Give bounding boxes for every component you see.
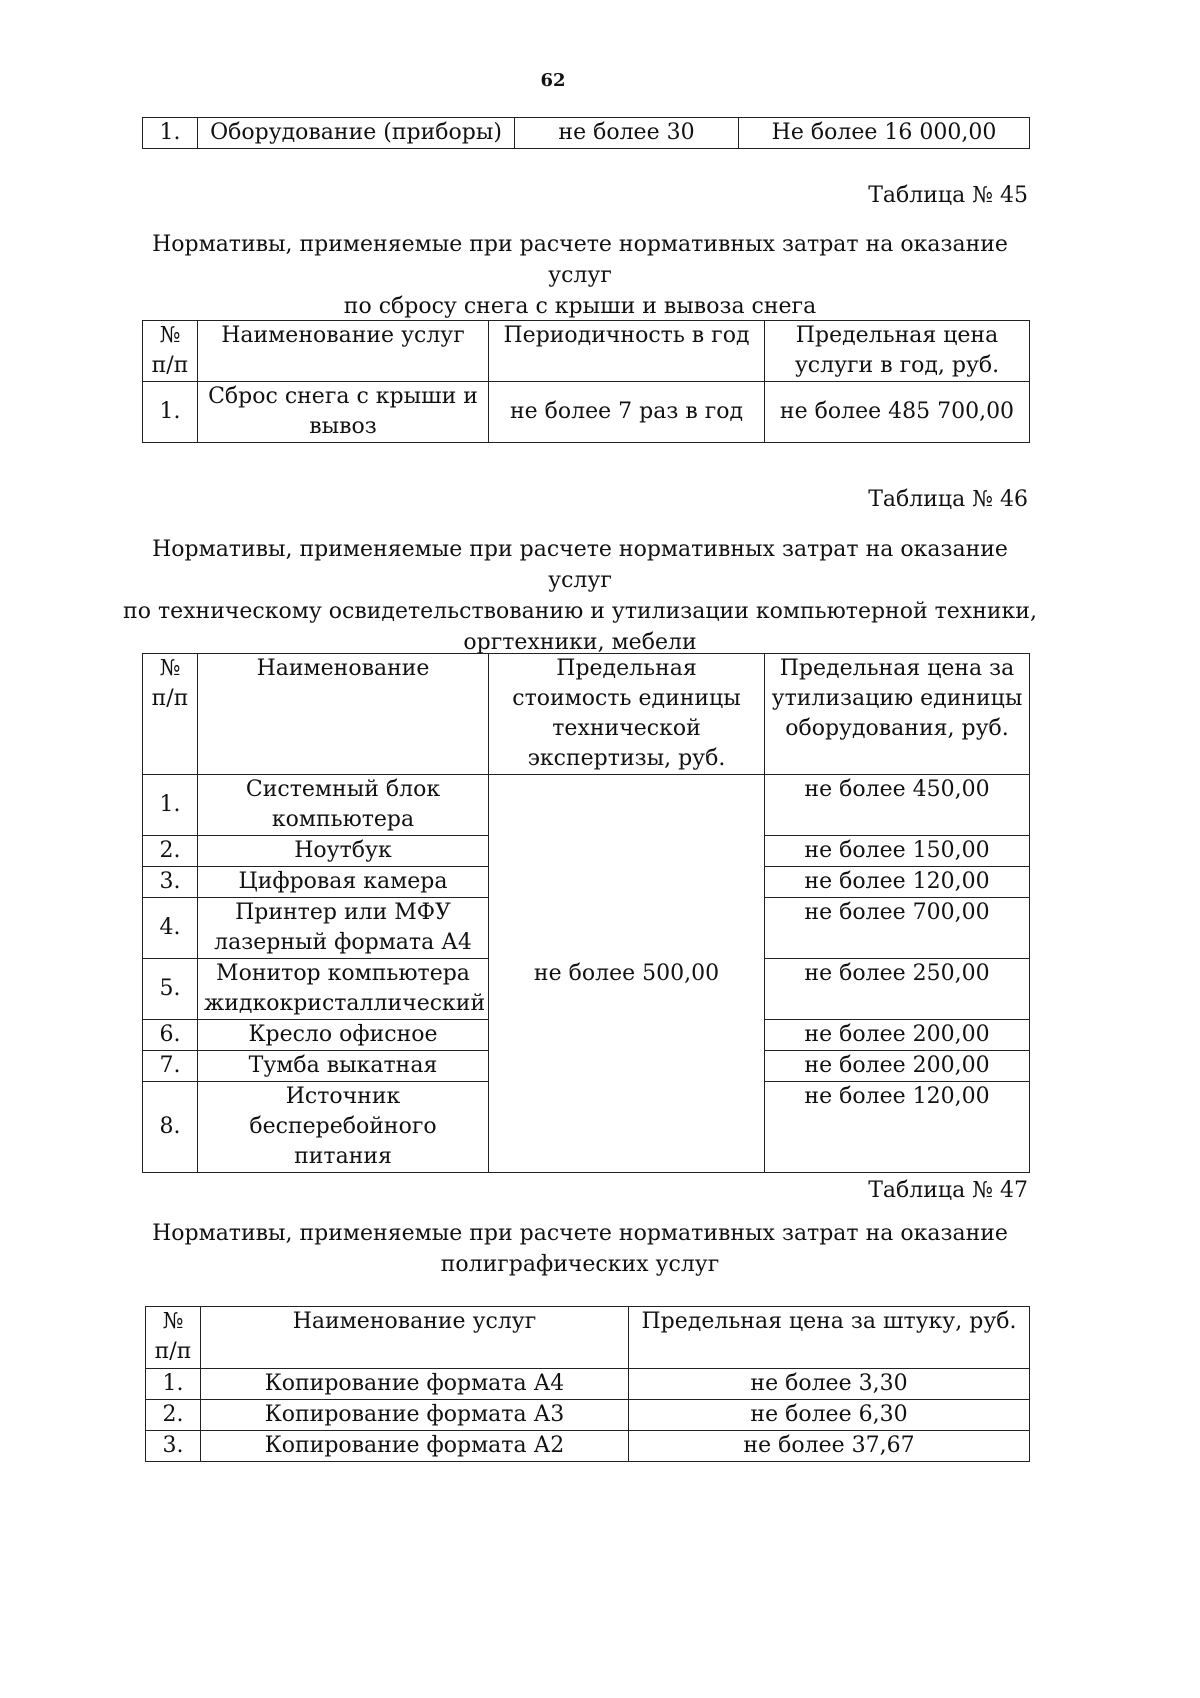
equipment-name: Принтер или МФУ лазерный формата А4 bbox=[198, 898, 489, 959]
header-number: № п/п bbox=[143, 654, 198, 775]
title-line: по техническому освидетельствованию и утилизации компьютерной техники, bbox=[123, 599, 1037, 624]
row-number: 6. bbox=[143, 1020, 198, 1051]
disposal-price: не более 700,00 bbox=[765, 898, 1030, 959]
disposal-price: не более 150,00 bbox=[765, 836, 1030, 867]
header-name: Наименование bbox=[198, 654, 489, 775]
equipment-name: Тумба выкатная bbox=[198, 1051, 489, 1082]
disposal-price: не более 120,00 bbox=[765, 1082, 1030, 1173]
unit-price: не более 6,30 bbox=[629, 1400, 1030, 1431]
table-row bbox=[146, 1431, 1030, 1462]
title-line: Нормативы, применяемые при расчете нормативных затрат на оказание услуг bbox=[152, 232, 1008, 288]
table46-title bbox=[120, 534, 1040, 658]
row-number: 1. bbox=[146, 1369, 201, 1400]
table-header-row bbox=[143, 654, 1030, 775]
row-number: 1. bbox=[143, 382, 198, 443]
title-line: Нормативы, применяемые при расчете нормативных затрат на оказание bbox=[152, 1221, 1008, 1246]
table-row bbox=[143, 382, 1030, 443]
item-price: Не более 16 000,00 bbox=[739, 118, 1030, 149]
equipment-name: Кресло офисное bbox=[198, 1020, 489, 1051]
carryover-table bbox=[142, 117, 1030, 149]
equipment-name: Монитор компьютера жидкокристаллический bbox=[198, 959, 489, 1020]
equipment-name: Источник бесперебойного питания bbox=[198, 1082, 489, 1173]
max-price: не более 485 700,00 bbox=[765, 382, 1030, 443]
row-number: 1. bbox=[143, 775, 198, 836]
header-disposal-price: Предельная цена за утилизацию единицы оборудования, руб. bbox=[765, 654, 1030, 775]
header-service-name: Наименование услуг bbox=[201, 1307, 629, 1369]
table46 bbox=[142, 653, 1030, 1173]
disposal-price: не более 200,00 bbox=[765, 1020, 1030, 1051]
frequency: не более 7 раз в год bbox=[489, 382, 765, 443]
header-max-price: Предельная цена услуги в год, руб. bbox=[765, 321, 1030, 382]
row-number: 2. bbox=[146, 1400, 201, 1431]
row-number: 8. bbox=[143, 1082, 198, 1173]
header-unit-price: Предельная цена за штуку, руб. bbox=[629, 1307, 1030, 1369]
row-number: 3. bbox=[146, 1431, 201, 1462]
equipment-name: Цифровая камера bbox=[198, 867, 489, 898]
table-row bbox=[146, 1400, 1030, 1431]
title-line: Нормативы, применяемые при расчете нормативных затрат на оказание услуг bbox=[152, 537, 1008, 593]
disposal-price: не более 250,00 bbox=[765, 959, 1030, 1020]
header-number: № п/п bbox=[143, 321, 198, 382]
row-number: 4. bbox=[143, 898, 198, 959]
table-row bbox=[143, 118, 1030, 149]
row-number: 7. bbox=[143, 1051, 198, 1082]
title-line: оргтехники, мебели bbox=[463, 630, 697, 655]
title-line: полиграфических услуг bbox=[440, 1252, 720, 1277]
table47-title bbox=[120, 1218, 1040, 1280]
unit-price: не более 37,67 bbox=[629, 1431, 1030, 1462]
service-name: Сброс снега с крыши и вывоз bbox=[198, 382, 489, 443]
table46-caption: Таблица № 46 bbox=[868, 487, 1028, 512]
header-frequency: Периодичность в год bbox=[489, 321, 765, 382]
table-row bbox=[146, 1369, 1030, 1400]
page-number: 62 bbox=[540, 70, 566, 91]
service-name: Копирование формата А3 bbox=[201, 1400, 629, 1431]
row-number: 3. bbox=[143, 867, 198, 898]
disposal-price: не более 200,00 bbox=[765, 1051, 1030, 1082]
row-number: 2. bbox=[143, 836, 198, 867]
header-service-name: Наименование услуг bbox=[198, 321, 489, 382]
unit-price: не более 3,30 bbox=[629, 1369, 1030, 1400]
table-header-row bbox=[143, 321, 1030, 382]
row-number: 1. bbox=[143, 118, 198, 149]
disposal-price: не более 120,00 bbox=[765, 867, 1030, 898]
table45-title bbox=[120, 229, 1040, 322]
table47-caption: Таблица № 47 bbox=[868, 1178, 1028, 1203]
item-quantity: не более 30 bbox=[515, 118, 739, 149]
table-row bbox=[143, 775, 1030, 836]
disposal-price: не более 450,00 bbox=[765, 775, 1030, 836]
table47 bbox=[145, 1306, 1030, 1462]
service-name: Копирование формата А2 bbox=[201, 1431, 629, 1462]
service-name: Копирование формата А4 bbox=[201, 1369, 629, 1400]
table45-caption: Таблица № 45 bbox=[868, 183, 1028, 208]
equipment-name: Системный блок компьютера bbox=[198, 775, 489, 836]
header-expertise-cost: Предельная стоимость единицы технической экспертизы, руб. bbox=[489, 654, 765, 775]
header-number: № п/п bbox=[146, 1307, 201, 1369]
equipment-name: Ноутбук bbox=[198, 836, 489, 867]
item-name: Оборудование (приборы) bbox=[198, 118, 515, 149]
table-header-row bbox=[146, 1307, 1030, 1369]
table45 bbox=[142, 320, 1030, 443]
row-number: 5. bbox=[143, 959, 198, 1020]
title-line: по сбросу снега с крыши и вывоза снега bbox=[343, 294, 817, 319]
expertise-price: не более 500,00 bbox=[489, 775, 765, 1173]
